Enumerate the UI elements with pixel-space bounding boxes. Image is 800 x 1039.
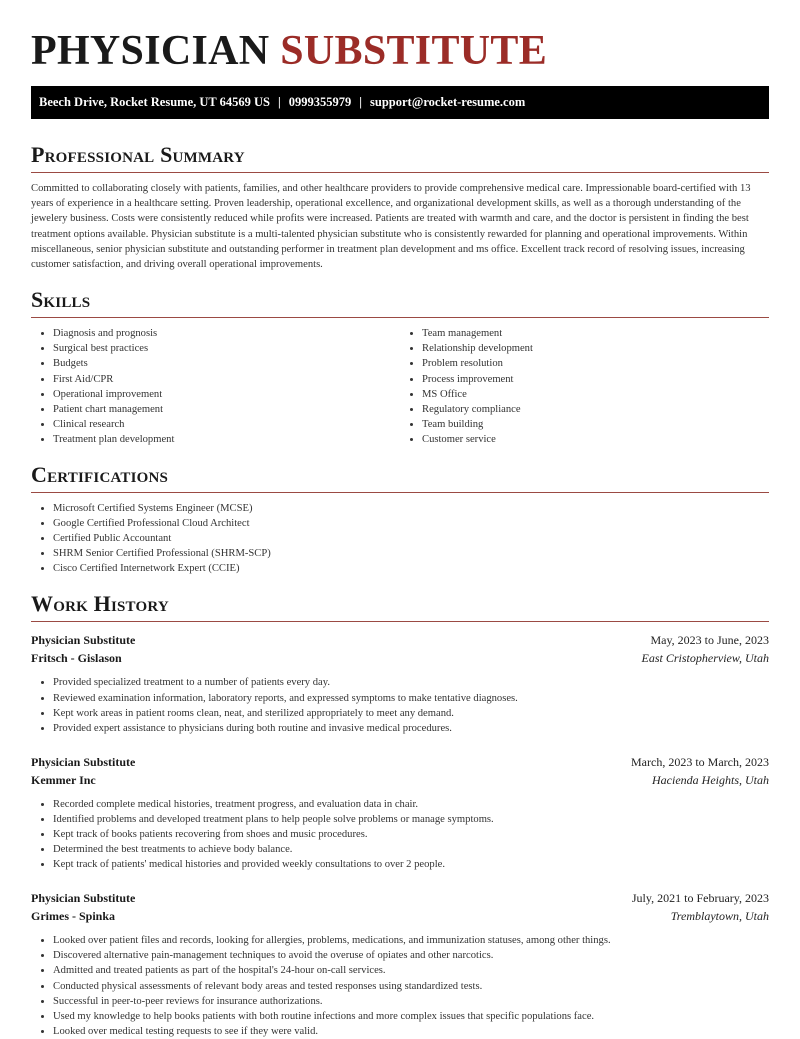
job-company: Grimes - Spinka bbox=[31, 909, 116, 924]
job-bullet: • Determined the best treatments to achieve body balance. bbox=[53, 842, 769, 857]
skills-section bbox=[31, 286, 769, 447]
contact-separator: | bbox=[359, 95, 363, 109]
skill-item: • Problem resolution bbox=[422, 356, 769, 371]
skill-item: • Team building bbox=[422, 417, 769, 432]
section-title-work-history: Work History bbox=[31, 590, 769, 622]
certification-item: • Cisco Certified Internetwork Expert (CCIE) bbox=[53, 561, 769, 576]
skills-list-left bbox=[31, 326, 400, 447]
skill-item: • Diagnosis and prognosis bbox=[53, 326, 400, 341]
skill-item: • Budgets bbox=[53, 356, 400, 371]
section-title-certifications: Certifications bbox=[31, 461, 769, 493]
skill-item: • Customer service bbox=[422, 432, 769, 447]
job-company: Kemmer Inc bbox=[31, 772, 96, 787]
job-dates: May, 2023 to June, 2023 bbox=[650, 633, 769, 648]
first-name: PHYSICIAN bbox=[31, 28, 270, 74]
certification-item: • Certified Public Accountant bbox=[53, 531, 769, 546]
skill-item: • Clinical research bbox=[53, 417, 400, 432]
job-dates: March, 2023 to March, 2023 bbox=[631, 754, 769, 769]
job-bullet: • Looked over medical testing requests to see if they were valid. bbox=[53, 1024, 769, 1039]
contact-address: Beech Drive, Rocket Resume, UT 64569 US bbox=[39, 95, 270, 109]
job-subheader-row bbox=[31, 649, 769, 667]
job-entry bbox=[31, 631, 769, 735]
professional-summary-section bbox=[31, 141, 769, 272]
job-bullet: • Successful in peer-to-peer reviews for insurance authorizations. bbox=[53, 994, 769, 1009]
job-bullet: • Reviewed examination information, laboratory reports, and expressed symptoms to make tentative diagnoses. bbox=[53, 691, 769, 706]
job-bullet: • Admitted and treated patients as part of the hospital's 24-hour on-call services. bbox=[53, 963, 769, 978]
job-subheader-row bbox=[31, 907, 769, 925]
job-header-row bbox=[31, 889, 769, 907]
skill-item: • Surgical best practices bbox=[53, 341, 400, 356]
skill-item: • Relationship development bbox=[422, 341, 769, 356]
job-title: Physician Substitute bbox=[31, 754, 136, 769]
skill-item: • Team management bbox=[422, 326, 769, 341]
job-bullet: • Kept work areas in patient rooms clean, neat, and sterilized appropriately to meet any demand. bbox=[53, 706, 769, 721]
job-location: East Cristopherview, Utah bbox=[641, 651, 769, 666]
certification-item: • Google Certified Professional Cloud Architect bbox=[53, 516, 769, 531]
job-bullet: • Kept track of books patients recovering from shoes and music procedures. bbox=[53, 827, 769, 842]
job-bullets bbox=[31, 933, 769, 1039]
candidate-name bbox=[31, 0, 769, 86]
job-bullet: • Provided expert assistance to physicians during both routine and invasive medical procedures. bbox=[53, 721, 769, 736]
contact-phone: 0999355979 bbox=[288, 95, 352, 109]
job-location: Hacienda Heights, Utah bbox=[652, 772, 769, 787]
job-bullets bbox=[31, 675, 769, 735]
contact-bar bbox=[31, 86, 769, 119]
job-bullet: • Looked over patient files and records, looking for allergies, problems, medications, and immunization statuses, among other things. bbox=[53, 933, 769, 948]
job-title: Physician Substitute bbox=[31, 891, 136, 906]
skill-item: • Patient chart management bbox=[53, 402, 400, 417]
contact-separator: | bbox=[278, 95, 281, 109]
skill-item: • Process improvement bbox=[422, 372, 769, 387]
job-title: Physician Substitute bbox=[31, 633, 136, 648]
job-bullets bbox=[31, 797, 769, 872]
job-bullet: • Discovered alternative pain-management techniques to avoid the overuse of opiates and other narcotics. bbox=[53, 948, 769, 963]
section-title-skills: Skills bbox=[31, 286, 769, 318]
work-history-section bbox=[31, 590, 769, 1039]
skill-item: • First Aid/CPR bbox=[53, 372, 400, 387]
job-bullet: • Recorded complete medical histories, treatment progress, and evaluation data in chair. bbox=[53, 797, 769, 812]
certifications-list bbox=[31, 501, 769, 576]
job-subheader-row bbox=[31, 771, 769, 789]
job-dates: July, 2021 to February, 2023 bbox=[631, 891, 769, 906]
job-bullet: • Conducted physical assessments of relevant body areas and tested responses using standardized tests. bbox=[53, 979, 769, 994]
certification-item: • SHRM Senior Certified Professional (SHRM-SCP) bbox=[53, 546, 769, 561]
skill-item: • Operational improvement bbox=[53, 387, 400, 402]
job-location: Tremblaytown, Utah bbox=[670, 909, 769, 924]
summary-text: Committed to collaborating closely with patients, families, and other healthcare providers to provide comprehensive medical care. Impressionable board-certified with 13 years of experience in a healthcare setting. Proven leadership, operational excellence, and organizational development skills, as well as a thorough understanding of the jewelery business. Costs were consistently reduced while profits were increased. Patients are treated with warmth and care, and the doctor is persistent in finding the best treatment options available. Physician substitute is a multi-talented physician substitute who is consistently rewarded for planning and operational improvements. Within miscellaneous, senior physician substitute and outstanding performer in treatment plan development and ms office. Excellent track record of resolving issues, increasing customer satisfaction, and driving overall operational improvements. bbox=[31, 183, 751, 271]
section-title-summary: Professional Summary bbox=[31, 141, 769, 173]
job-entry bbox=[31, 889, 769, 1039]
skill-item: • Regulatory compliance bbox=[422, 402, 769, 417]
certification-item: • Microsoft Certified Systems Engineer (MCSE) bbox=[53, 501, 769, 516]
skill-item: • MS Office bbox=[422, 387, 769, 402]
job-bullet: • Provided specialized treatment to a number of patients every day. bbox=[53, 675, 769, 690]
job-header-row bbox=[31, 753, 769, 771]
job-bullet: • Used my knowledge to help books patients with both routine infections and more complex issues that specific populations face. bbox=[53, 1009, 769, 1024]
skill-item: • Treatment plan development bbox=[53, 432, 400, 447]
last-name: SUBSTITUTE bbox=[280, 28, 548, 74]
job-entry bbox=[31, 753, 769, 872]
certifications-section bbox=[31, 461, 769, 576]
job-bullet: • Identified problems and developed treatment plans to help people solve problems or manage symptoms. bbox=[53, 812, 769, 827]
contact-email[interactable]: support@rocket-resume.com bbox=[370, 95, 526, 109]
job-company: Fritsch - Gislason bbox=[31, 651, 122, 666]
skills-list-right bbox=[400, 326, 769, 447]
job-bullet: • Kept track of patients' medical histories and provided weekly consultations to over 2 people. bbox=[53, 857, 769, 872]
job-header-row bbox=[31, 631, 769, 649]
skills-columns bbox=[31, 326, 769, 447]
